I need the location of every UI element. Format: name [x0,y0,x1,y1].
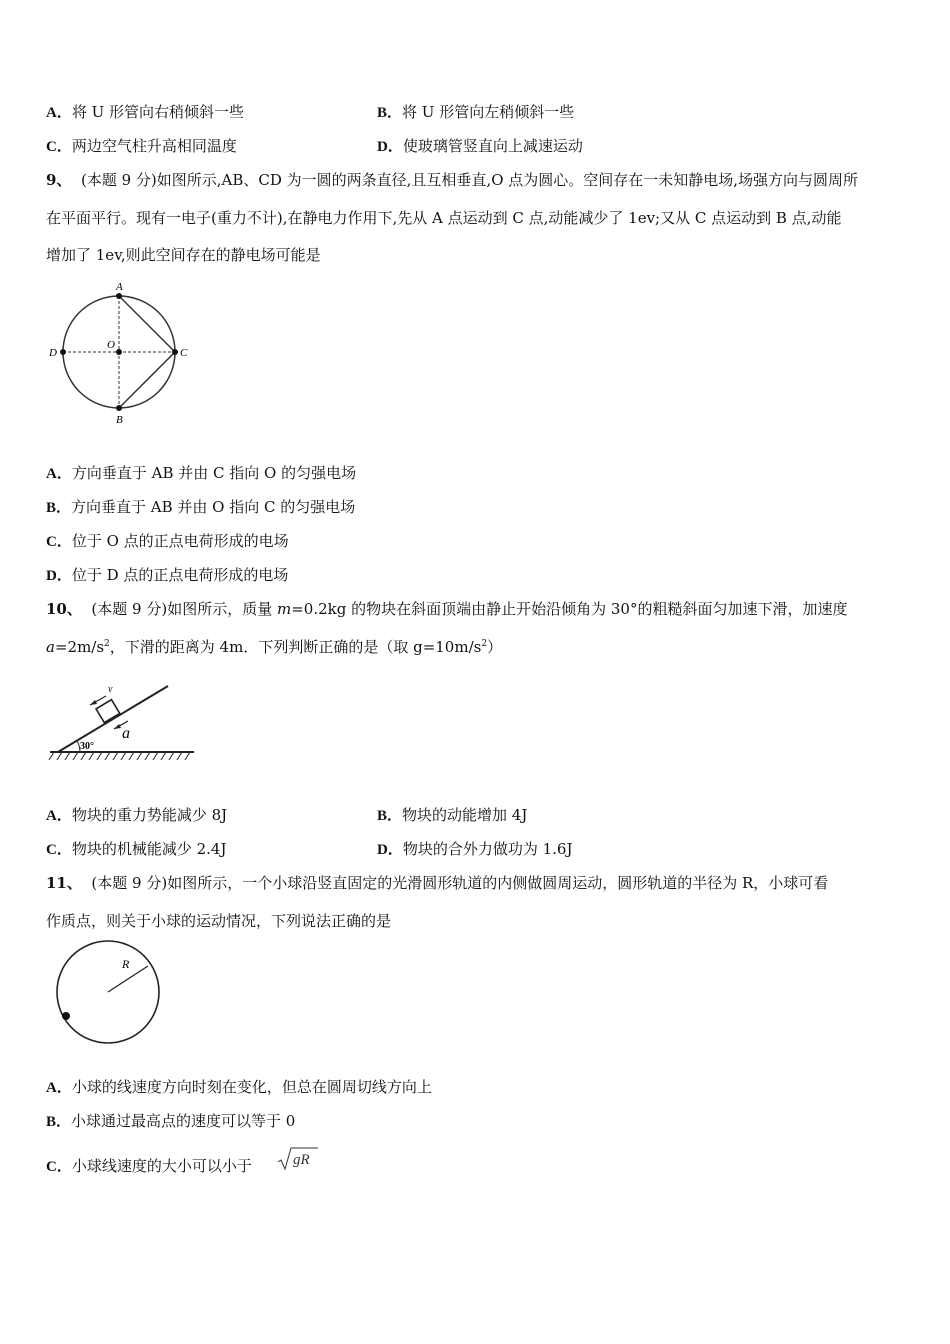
q10-sup2: 2 [481,639,488,649]
q9-label-c: C [180,347,188,359]
q8-option-d [377,136,583,157]
q11-option-b [46,1111,295,1132]
q10-line1-pre: (本题 9 分)如图所示，质量 [91,600,277,618]
q8-option-d-text: 使玻璃管竖直向上减速运动 [402,137,583,155]
q10-option-b-letter: B． [377,808,403,824]
q9-option-a-letter: A． [46,466,72,482]
q11-stem-line2: 作质点，则关于小球的运动情况，下列说法正确的是 [46,912,392,930]
q10-option-d-text: 物块的合外力做功为 1.6J [402,840,573,858]
q9-option-d [46,565,288,586]
q10-option-d [377,839,572,860]
q11-circle-figure [50,936,166,1052]
q9-option-b-text: 方向垂直于 AB 并由 O 指向 C 的匀强电场 [71,498,356,516]
q11-sqrt-gr [276,1144,320,1174]
q9-option-c [46,531,289,552]
q9-chord-cb [119,352,175,408]
q9-stem-line3: 增加了 1ev,则此空间存在的静电场可能是 [46,246,321,264]
q11-label-r: R [122,957,130,971]
q10-line2-b: ，下滑的距离为 4m．下列判断正确的是（取 g=10m/s [109,638,482,656]
q10-stem-line1 [46,599,847,619]
q9-label-a: A [116,281,123,293]
q9-option-b [46,497,355,518]
q9-point-o [116,349,122,355]
q11-option-c [46,1156,252,1177]
q11-option-a-text: 小球的线速度方向时刻在变化，但总在圆周切线方向上 [71,1078,432,1096]
q10-incline-surface [58,686,168,752]
q8-option-c [46,136,237,157]
q10-option-a [46,805,227,826]
q10-line1-post: =0.2kg 的物块在斜面顶端由静止开始沿倾角为 30°的粗糙斜面匀加速下滑，加速度 [291,600,848,618]
q10-line2-c: ） [487,638,503,656]
q10-accel-arrowhead [114,724,121,729]
q10-option-a-text: 物块的重力势能减少 8J [71,806,228,824]
q8-option-c-letter: C． [46,139,72,155]
q9-option-a-text: 方向垂直于 AB 并由 C 指向 O 的匀强电场 [71,464,357,482]
q9-option-a [46,463,356,484]
q10-sup1: 2 [104,639,110,649]
q8-option-b [377,102,574,123]
q10-angle-label: 30° [80,741,94,752]
q9-option-d-letter: D． [46,568,72,584]
q10-option-c-letter: C． [46,842,72,858]
q10-number: 10、 [46,600,82,618]
q11-option-c-letter: C． [46,1159,72,1175]
q10-label-v: v [108,684,113,695]
q9-line1-text: (本题 9 分)如图所示,AB、CD 为一圆的两条直径,且互相垂直,O 点为圆心。空间存在一未知静电场,场强方向与圆周所 [80,171,859,189]
q10-option-b-text: 物块的动能增加 4J [402,806,528,824]
q9-stem-line1 [46,170,858,190]
q10-block [96,700,120,723]
q11-stem-line1 [46,873,828,893]
q11-radicand: gR [293,1152,310,1168]
q10-option-b [377,805,527,826]
q9-label-o: O [107,339,115,351]
q11-option-a [46,1077,432,1098]
q10-velocity-arrowhead [90,700,97,705]
q9-stem-line2: 在平面平行。现有一电子(重力不计),在静电力作用下,先从 A 点运动到 C 点,动能减少了 1ev;又从 C 点运动到 B 点,动能 [46,209,842,227]
q10-option-d-letter: D． [377,842,403,858]
q9-label-b: B [116,414,123,426]
q11-line1-text: (本题 9 分)如图所示，一个小球沿竖直固定的光滑圆形轨道的内侧做圆周运动，圆形轨道的半径为 R，小球可看 [91,874,829,892]
q9-option-c-text: 位于 O 点的正点电荷形成的电场 [71,532,289,550]
q9-number: 9、 [46,171,72,189]
q10-ground-hatch [49,752,190,760]
q9-point-c [172,349,178,355]
q10-var-m: m [276,600,292,618]
q10-option-c [46,839,226,860]
q9-option-c-letter: C． [46,534,72,550]
q9-label-d: D [49,347,57,359]
q10-incline-figure [44,672,200,770]
q11-option-c-text: 小球线速度的大小可以小于 [71,1157,252,1175]
q8-option-b-letter: B． [377,105,403,121]
q10-option-c-text: 物块的机械能减少 2.4J [71,840,227,858]
q8-option-a-text: 将 U 形管向右稍倾斜一些 [71,103,245,121]
q8-option-a-letter: A． [46,105,72,121]
q11-number: 11、 [46,874,82,892]
q9-point-b [116,405,122,411]
q10-line2-a: =2m/s [54,638,105,656]
q8-option-b-text: 将 U 形管向左稍倾斜一些 [402,103,575,121]
q9-option-d-text: 位于 D 点的正点电荷形成的电场 [71,566,289,584]
q11-option-b-text: 小球通过最高点的速度可以等于 0 [71,1112,296,1130]
q8-option-c-text: 两边空气柱升高相同温度 [71,137,237,155]
q11-ball [62,1012,70,1020]
q9-point-d [60,349,66,355]
q8-option-a [46,102,244,123]
q9-chord-ac [119,296,175,352]
q10-var-a: a [46,638,55,656]
q8-option-d-letter: D． [377,139,403,155]
q9-circle-figure [44,276,194,426]
q11-option-a-letter: A． [46,1080,72,1096]
q10-option-a-letter: A． [46,808,72,824]
q10-stem-line2 [46,637,502,657]
q9-point-a [116,293,122,299]
q11-option-b-letter: B． [46,1114,72,1130]
q10-label-a: a [122,725,130,742]
q9-option-b-letter: B． [46,500,72,516]
